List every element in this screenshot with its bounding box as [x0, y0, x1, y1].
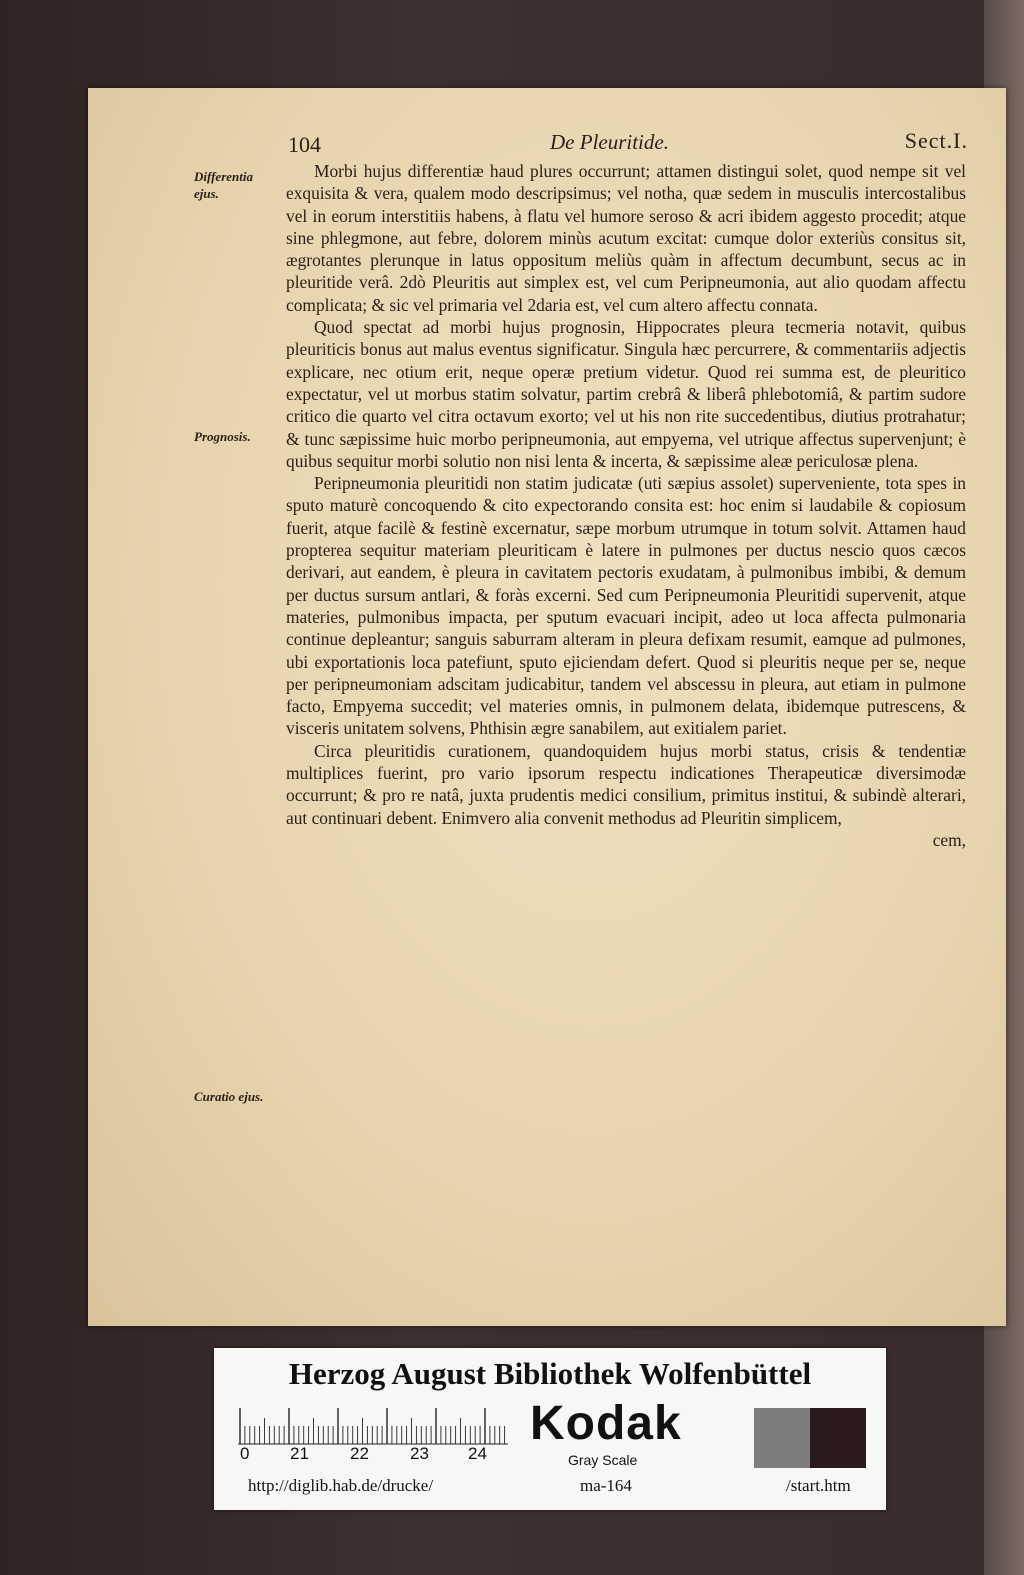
ruler-scale: [238, 1406, 508, 1446]
paragraph-peripneumonia: Peripneumonia pleuritidi non statim judicatæ (uti sæpius assolet) superveniente, tota spes in sputo maturè concoquendo & cito expectorando consita est: hoc enim si laudabile & copiosum fuerit, atque facilè & festinè excernatur, sæpe morbum utrumque in totum solvit. Attamen haud propterea sequitur materiam pleuriticam è latere in pulmones per ductus nescio quos cæcos derivari, aut eandem, è pleura in cavitatem pectoris exudatam, à pulmonibus imbibi, & demum per ductus sursum antlari, & foràs excerni. Sed cum Peripneumonia Pleuritidi supervenit, atque materies, pulmonibus impacta, per sputum evacuari incipit, adeo ut loca affecta pulmonaria continue depleantur; sanguis saburram alteram in pleura defixam resumit, eamque ad pulmones, ubi exportationis loca patefiunt, sputo ejiciendam defert. Quod si pleuritis neque per se, neque per peripneumoniam adscitam judicabitur, tandem vel abscessu in pleura, aut etiam in pulmone facto, Empyema succedit; vel materies omnis, in pulmonem delata, ibidemque putrescens, & visceris unitatem solvens, Phthisin ægre sanabilem, aut exitialem pariet.: [286, 473, 966, 739]
paragraph-curatio: Circa pleuritidis curationem, quandoquidem hujus morbi status, crisis & tendentiæ multiplices fuerint, pro vario ipsorum respectu indicationes Therapeuticæ diversimodæ occurrunt; & pro re natâ, juxta prudentis medici consilium, primitus institui, & subindè alterari, aut continuari debent. Enimvero alia convenit methodus ad Pleuritin simplicem,: [286, 740, 966, 828]
section-label: Sect.I.: [904, 128, 968, 153]
marginal-note-prognosis: Prognosis.: [194, 429, 251, 444]
ruler-number: 24: [468, 1444, 487, 1463]
paragraph-prognosis: Quod spectat ad morbi hujus prognosin, Hippocrates pleura tecmeria notavit, quibus pleuriticis bonus aut malus eventus significatur. Singula hæc percurrere, & commentariis adjectis explicare, nec otium erit, neque operæ pretium videtur. Quod rei summa est, de pleuritico expectatur, vel ut morbus statim solvatur, partim crebrâ & liberâ phlebotomiâ, & partim sudore critico die quarto vel citra octavum exorto; vel ut his non rite succedentibus, diutius protrahatur; & tunc sæpissime huic morbo peripneumonia, aut empyema, vel utrique affectus supervenjunt; è quibus sequitur morbi solutio non nisi lenta & incerta, & sæpissime aleæ periculosæ plena.: [286, 317, 966, 471]
page-number: 104: [288, 132, 321, 157]
marginal-note-differentia: Differentia ejus.: [194, 169, 253, 201]
catchword: cem,: [932, 829, 966, 850]
url-suffix: /start.htm: [786, 1476, 851, 1495]
ruler-number: 22: [350, 1444, 369, 1463]
color-target-card: [214, 1348, 886, 1510]
gray-patch: [754, 1408, 810, 1468]
ruler-number: 23: [410, 1444, 429, 1463]
dark-patch: [810, 1408, 866, 1468]
ruler-numbers: [234, 1444, 514, 1466]
book-page: [88, 88, 1006, 1326]
ruler-number: 0: [240, 1444, 250, 1463]
running-title: De Pleuritide.: [550, 130, 669, 154]
library-name: Herzog August Bibliothek Wolfenbüttel: [288, 1356, 812, 1391]
ruler-number: 21: [290, 1444, 309, 1463]
url-base: http://diglib.hab.de/drucke/: [248, 1476, 434, 1495]
body-text: [286, 160, 966, 851]
paragraph-differentia: Morbi hujus differentiæ haud plures occurrunt; attamen distingui solet, quod nempe sit vel exquisita & vera, qualem modo descripsimus; vel notha, quæ sedem in musculis intercostalibus vel in eorum interstitiis habens, à flatu vel humore seroso & acri ibidem aggesto procedit; atque sine phlegmone, aut febre, dolorem minùs acutum excitat: cumque dolor exteriùs consitus sit, ægrotantes plerunque in latus oppositum meliùs quàm in affectum decumbunt, secus ac in pleuritide verâ. 2dò Pleuritis aut simplex est, vel cum Peripneumonia, aut alio quodam affectu complicata; & sic vel primaria vel 2daria est, vel cum altero affectu connata.: [286, 161, 966, 315]
running-head: [288, 128, 968, 156]
gray-scale-label: Gray Scale: [568, 1452, 638, 1468]
kodak-logo: Kodak: [530, 1397, 682, 1450]
url-shelfmark: ma-164: [580, 1476, 632, 1495]
marginal-note-curatio: Curatio ejus.: [194, 1089, 264, 1104]
